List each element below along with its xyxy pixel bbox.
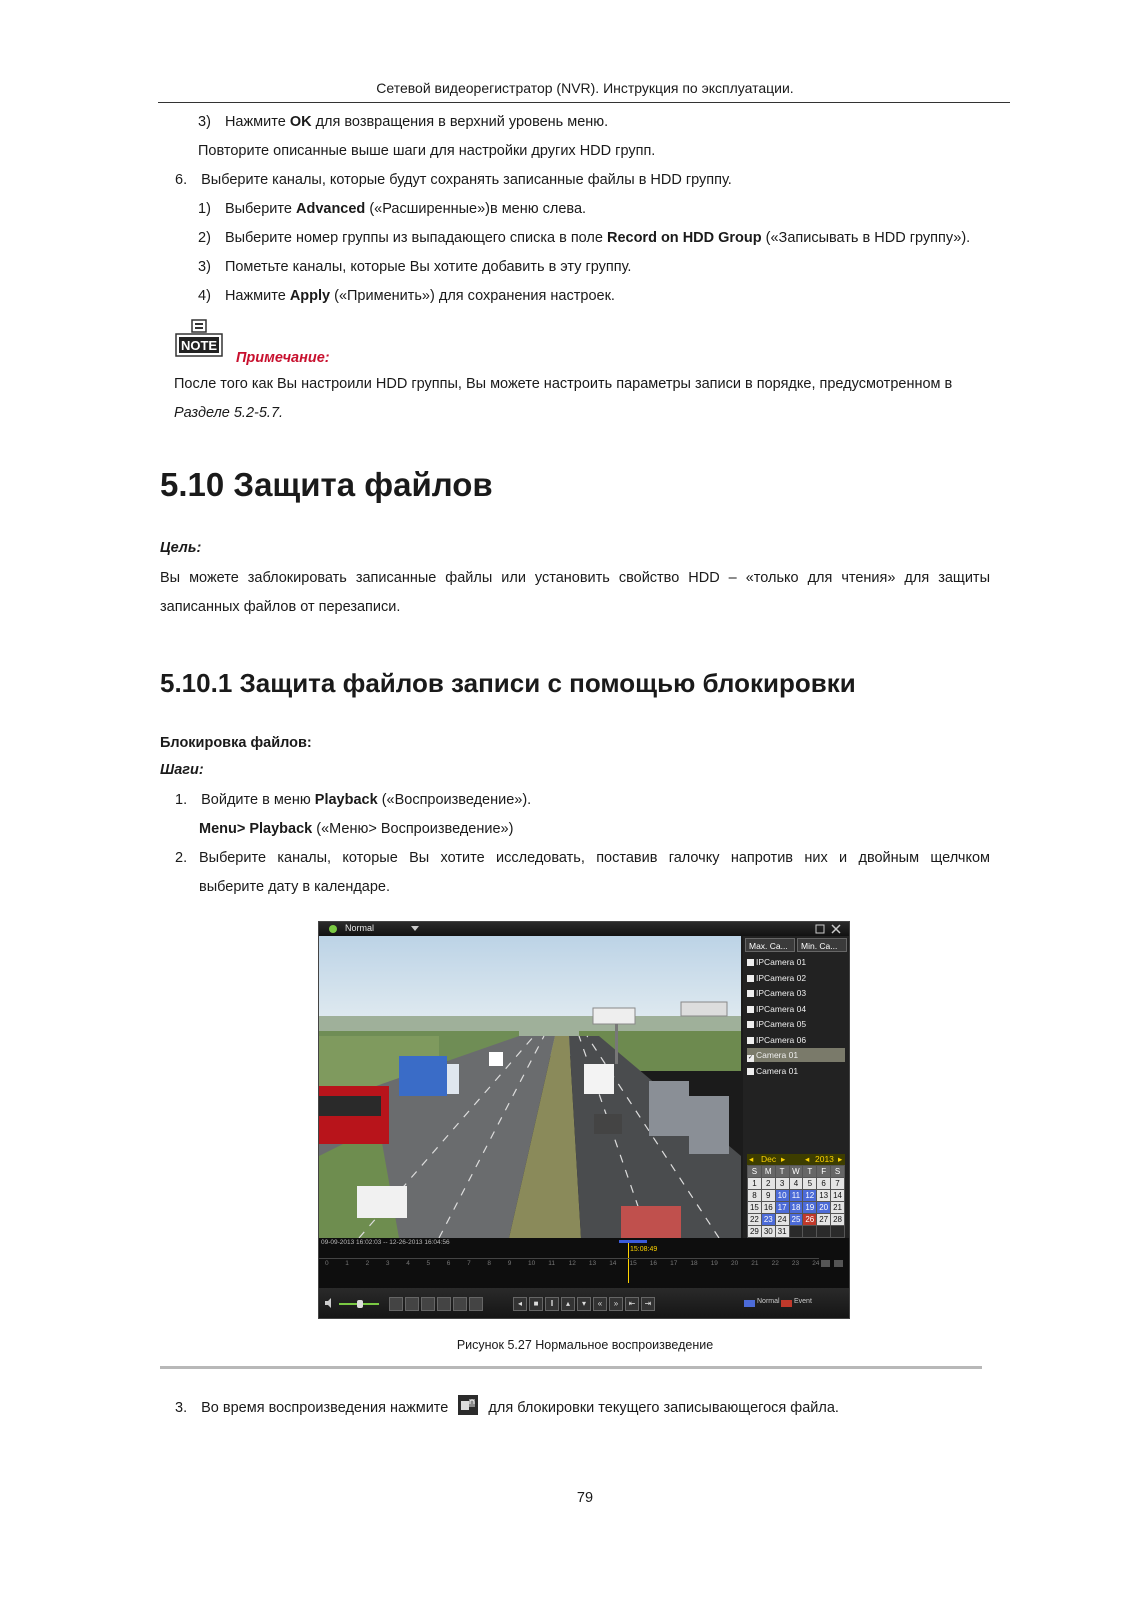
step-number: 3.	[175, 1400, 188, 1416]
step-keyword: Playback	[314, 792, 378, 808]
calendar-day[interactable]: 7	[831, 1178, 845, 1190]
step-text: («Воспроизведение»).	[377, 792, 532, 808]
reverse-play-icon[interactable]: ◂	[513, 1297, 527, 1311]
calendar-empty-cell	[789, 1226, 803, 1238]
slow-icon[interactable]: «	[593, 1297, 607, 1311]
checkbox-icon[interactable]	[747, 975, 754, 982]
calendar-day[interactable]: 10	[775, 1190, 789, 1202]
calendar-day[interactable]: 31	[775, 1226, 789, 1238]
step-6	[175, 170, 732, 190]
calendar-day[interactable]: 19	[803, 1202, 817, 1214]
calendar-grid	[747, 1165, 845, 1238]
step-keyword: Apply	[289, 288, 331, 304]
volume-handle[interactable]	[357, 1300, 363, 1308]
timeline-hour-label: 17	[670, 1260, 678, 1267]
next-month-icon[interactable]: ▸	[781, 1154, 786, 1164]
legend-normal-label: Normal	[757, 1298, 780, 1305]
timeline-hour-label: 18	[690, 1260, 698, 1267]
step-3-ok	[198, 112, 608, 132]
calendar-day[interactable]: 14	[831, 1190, 845, 1202]
skip-forward-icon[interactable]: ⇥	[641, 1297, 655, 1311]
note-text-line2: Разделе 5.2-5.7.	[174, 405, 284, 421]
sub-step-2-line2: выберите дату в календаре.	[199, 879, 391, 895]
camera-label: Camera 01	[756, 1050, 799, 1060]
calendar-day[interactable]: 5	[803, 1178, 817, 1190]
lock-file-icon	[458, 1395, 478, 1415]
section-title: 5.10 Защита файлов	[160, 466, 493, 503]
timeline-hour-label: 13	[588, 1260, 597, 1267]
sub-step-1-path	[199, 819, 513, 839]
calendar-year: 2013	[815, 1154, 834, 1164]
camera-label: IPCamera 02	[756, 972, 807, 983]
calendar-weekday: W	[789, 1166, 803, 1178]
note-icon-label: NOTE	[180, 338, 218, 353]
step-number: 1)	[198, 201, 211, 217]
camera-label: IPCamera 01	[756, 957, 807, 967]
camera-item[interactable]	[747, 986, 845, 1000]
checkbox-checked-icon[interactable]: ✓	[747, 1055, 754, 1061]
calendar-day[interactable]: 16	[761, 1202, 775, 1214]
settings-icon[interactable]	[453, 1297, 467, 1311]
caption-rule	[160, 1366, 982, 1369]
camera-item[interactable]	[747, 1064, 845, 1078]
sub-step-3	[175, 1395, 839, 1418]
camera-label: IPCamera 03	[756, 988, 807, 998]
timeline-hour-label: 24	[812, 1260, 820, 1267]
calendar-day[interactable]: 26	[803, 1214, 817, 1226]
timeline-hour-label: 3	[385, 1260, 390, 1267]
timeline-hour-label: 15	[629, 1260, 637, 1267]
camera-item[interactable]	[747, 1017, 845, 1031]
timeline-hour-label: 10	[528, 1260, 536, 1267]
steps-label: Шаги:	[160, 762, 204, 778]
playback-mode-select[interactable]: Normal	[345, 923, 375, 933]
step-number: 3)	[198, 259, 211, 275]
step-6-1	[198, 199, 586, 219]
calendar-day[interactable]: 2	[761, 1178, 775, 1190]
timeline-hour-label: 5	[426, 1260, 431, 1267]
step-text: для блокировки текущего записывающегося файла.	[488, 1400, 839, 1416]
calendar-weekday: F	[817, 1166, 831, 1178]
timeline-hour-label: 22	[771, 1260, 779, 1267]
timeline-hour-label: 23	[791, 1260, 800, 1267]
page-number: 79	[576, 1490, 594, 1506]
calendar-weekday: M	[761, 1166, 775, 1178]
playback-sidebar	[743, 936, 849, 1238]
camera-item[interactable]	[747, 1048, 845, 1062]
calendar-weekday: T	[803, 1166, 817, 1178]
pause-icon[interactable]: ‖	[545, 1297, 559, 1311]
legend-event-label: Event	[794, 1298, 812, 1305]
calendar-day[interactable]: 13	[817, 1190, 831, 1202]
timeline-hour-label: 16	[649, 1260, 658, 1267]
fullscreen-icon[interactable]	[815, 924, 825, 934]
calendar-day[interactable]: 29	[748, 1226, 762, 1238]
step-text: Во время воспроизведения нажмите	[201, 1400, 449, 1416]
step-6-2	[198, 228, 970, 248]
timeline-hour-label: 0	[325, 1260, 329, 1267]
calendar-day[interactable]: 18	[789, 1202, 803, 1214]
skip-back-icon[interactable]: ⇤	[625, 1297, 639, 1311]
step-text: Выберите каналы, которые будут сохранять записанные файлы в HDD группу.	[201, 172, 732, 188]
step-number: 3)	[198, 114, 211, 130]
camera-label: IPCamera 05	[756, 1019, 807, 1029]
step-keyword: Record on HDD Group	[606, 230, 762, 246]
calendar-day[interactable]: 3	[775, 1178, 789, 1190]
zoom-icon[interactable]	[437, 1297, 451, 1311]
zoom-out-icon[interactable]	[821, 1260, 830, 1267]
calendar	[747, 1154, 845, 1238]
step-back-icon[interactable]: ▴	[561, 1297, 575, 1311]
timeline[interactable]	[319, 1238, 849, 1288]
timeline-hour-label: 6	[446, 1260, 451, 1267]
calendar-day[interactable]: 15	[748, 1202, 762, 1214]
step-text: для возвращения в верхний уровень меню.	[311, 114, 609, 130]
note-icon	[174, 318, 224, 362]
playback-screenshot	[318, 921, 850, 1319]
timeline-hour-label: 1	[345, 1260, 349, 1267]
cut-clip-icon[interactable]	[389, 1297, 403, 1311]
calendar-day[interactable]: 22	[748, 1214, 762, 1226]
checkbox-icon[interactable]	[747, 1021, 754, 1028]
close-icon[interactable]	[831, 924, 841, 934]
status-dot-icon	[328, 924, 338, 934]
step-keyword: OK	[289, 114, 312, 130]
video-frame[interactable]	[319, 936, 741, 1238]
calendar-weekday: S	[748, 1166, 762, 1178]
step-forward-icon[interactable]: ▾	[577, 1297, 591, 1311]
playback-topbar	[319, 922, 849, 936]
calendar-day[interactable]: 1	[748, 1178, 762, 1190]
cursor-time: 15:08:49	[630, 1246, 658, 1253]
note-text-line1: После того как Вы настроили HDD группы, Вы можете настроить параметры записи в порядке, предусмотренном в	[174, 376, 953, 392]
step-6-4	[198, 286, 615, 306]
volume-icon[interactable]	[324, 1298, 334, 1308]
lock-file-icon[interactable]	[405, 1297, 419, 1311]
calendar-day[interactable]: 4	[789, 1178, 803, 1190]
camera-item[interactable]	[747, 955, 845, 969]
timeline-hour-label: 21	[751, 1260, 759, 1267]
checkbox-icon[interactable]	[747, 1037, 754, 1044]
camera-item[interactable]	[747, 1033, 845, 1047]
step-text: Выберите	[224, 201, 296, 217]
figure-caption: Рисунок 5.27 Нормальное воспроизведение	[456, 1338, 714, 1352]
calendar-weekday: S	[831, 1166, 845, 1178]
calendar-day[interactable]: 6	[817, 1178, 831, 1190]
step-text: Пометьте каналы, которые Вы хотите добавить в эту группу.	[224, 259, 632, 275]
timeline-hour-label: 19	[710, 1260, 718, 1267]
calendar-day[interactable]: 24	[775, 1214, 789, 1226]
calendar-empty-cell	[803, 1226, 817, 1238]
fast-icon[interactable]: »	[609, 1297, 623, 1311]
zoom-in-icon[interactable]	[834, 1260, 843, 1267]
calendar-day[interactable]: 23	[761, 1214, 775, 1226]
camera-label: IPCamera 04	[756, 1003, 807, 1014]
playback-controls	[319, 1288, 849, 1318]
timeline-hour-label: 14	[609, 1260, 617, 1267]
tag-icon[interactable]	[421, 1297, 435, 1311]
legend-event-swatch	[781, 1300, 792, 1307]
calendar-day[interactable]: 25	[789, 1214, 803, 1226]
goal-text-line2: записанных файлов от перезаписи.	[160, 599, 401, 615]
calendar-empty-cell	[817, 1226, 831, 1238]
step-text: («Меню> Воспроизведение»)	[312, 821, 514, 837]
goal-label: Цель:	[160, 540, 202, 556]
timeline-hour-label: 12	[568, 1260, 576, 1267]
goal-text-line1: Вы можете заблокировать записанные файлы или установить свойство HDD – «только для чтения» для защиты	[160, 570, 990, 586]
timeline-hour-label: 4	[406, 1260, 410, 1267]
stop-icon[interactable]: ■	[529, 1297, 543, 1311]
subsection-title: 5.10.1 Защита файлов записи с помощью блокировки	[160, 668, 856, 698]
lock-label: Блокировка файлов:	[160, 735, 312, 751]
calendar-day[interactable]: 28	[831, 1214, 845, 1226]
calendar-day[interactable]: 21	[831, 1202, 845, 1214]
step-text: Нажмите	[224, 288, 290, 304]
page-header: Сетевой видеорегистратор (NVR). Инструкция по эксплуатации.	[376, 80, 794, 96]
calendar-day[interactable]: 27	[817, 1214, 831, 1226]
calendar-day[interactable]: 8	[748, 1190, 762, 1202]
step-text: Нажмите	[224, 114, 290, 130]
calendar-day[interactable]: 17	[775, 1202, 789, 1214]
camera-label: Camera 01	[756, 1065, 799, 1076]
step-number: 2)	[198, 230, 211, 246]
step-keyword: Advanced	[295, 201, 366, 217]
header-rule	[158, 102, 1010, 103]
calendar-header	[747, 1154, 845, 1165]
recording-bar	[619, 1240, 647, 1243]
calendar-empty-cell	[831, 1226, 845, 1238]
calendar-weekday: T	[775, 1166, 789, 1178]
sub-step-1	[175, 790, 531, 810]
timeline-hour-label: 20	[731, 1260, 739, 1267]
snapshot-icon[interactable]	[469, 1297, 483, 1311]
camera-item[interactable]	[747, 1002, 845, 1016]
checkbox-icon[interactable]	[747, 1068, 754, 1075]
camera-label: IPCamera 06	[756, 1034, 807, 1045]
calendar-day[interactable]: 11	[789, 1190, 803, 1202]
time-range: 09-09-2013 16:02:03 -- 12-26-2013 16:04:56	[321, 1239, 450, 1246]
next-year-icon[interactable]: ▸	[838, 1154, 843, 1164]
prev-month-icon[interactable]: ◂	[749, 1154, 754, 1164]
step-number: 1.	[175, 792, 188, 808]
step-text: Войдите в меню	[201, 792, 315, 808]
prev-year-icon[interactable]: ◂	[805, 1154, 810, 1164]
timeline-hour-label: 8	[487, 1260, 492, 1267]
checkbox-icon[interactable]	[747, 990, 754, 997]
step-text: («Расширенные»)в меню слева.	[365, 201, 587, 217]
step-text: Выберите номер группы из выпадающего списка в поле	[224, 230, 607, 246]
calendar-day[interactable]: 12	[803, 1190, 817, 1202]
timeline-hour-label: 2	[365, 1260, 370, 1267]
repeat-text: Повторите описанные выше шаги для настройки других HDD групп.	[198, 143, 656, 159]
menu-path: Menu> Playback	[199, 821, 313, 837]
calendar-month: Dec	[761, 1154, 777, 1164]
calendar-day[interactable]: 9	[761, 1190, 775, 1202]
step-number: 4)	[198, 288, 211, 304]
sub-step-2-line1: Выберите каналы, которые Вы хотите исследовать, поставив галочку напротив них и двойным щелчком	[199, 850, 990, 866]
chevron-down-icon[interactable]	[411, 926, 419, 932]
sub-step-2-number: 2.	[175, 850, 188, 866]
timeline-hour-label: 9	[507, 1260, 512, 1267]
timeline-hour-label: 11	[548, 1260, 556, 1267]
camera-item[interactable]	[747, 971, 845, 985]
legend-normal-swatch	[744, 1300, 755, 1307]
tab-min-camera[interactable]: Min. Ca...	[797, 938, 847, 952]
checkbox-icon[interactable]	[747, 959, 754, 966]
step-text: («Применить») для сохранения настроек.	[330, 288, 615, 304]
calendar-day[interactable]: 30	[761, 1226, 775, 1238]
tab-max-camera[interactable]: Max. Ca...	[745, 938, 795, 952]
checkbox-icon[interactable]	[747, 1006, 754, 1013]
step-text: («Записывать в HDD группу»).	[761, 230, 971, 246]
step-number: 6.	[175, 172, 188, 188]
step-6-3	[198, 257, 631, 277]
note-label: Примечание:	[236, 350, 330, 366]
calendar-day[interactable]: 20	[817, 1202, 831, 1214]
timeline-hour-label: 7	[467, 1260, 471, 1267]
